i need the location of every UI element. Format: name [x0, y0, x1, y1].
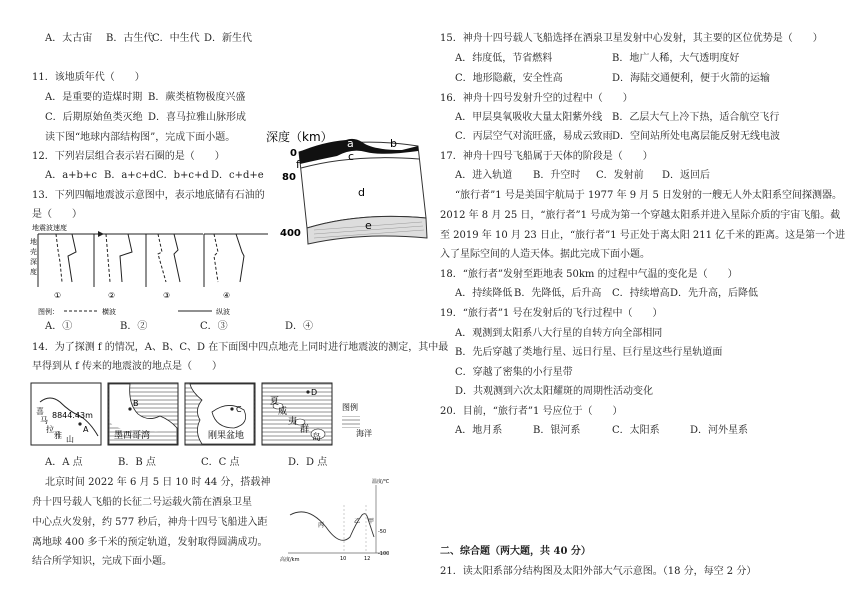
wave-legend-prefix: 图例：	[38, 308, 59, 316]
panel-label-3: ③	[163, 291, 171, 300]
layer-jia-label: 甲	[368, 518, 375, 525]
launch-line-5: 结合所学知识，完成下面小题。	[32, 556, 172, 567]
q21-stem: 21．读太阳系部分结构图及太阳外部大气示意图。（18 分，每空 2 分）	[440, 566, 757, 577]
hawaii-char-4: 群	[300, 425, 310, 435]
legend-longitudinal-wave: 纵波	[216, 308, 230, 316]
map-d-hawaii	[262, 383, 332, 445]
hawaii-char-2: 威	[278, 407, 288, 417]
xtick-10: 10	[340, 556, 347, 562]
wave-panel-1	[38, 234, 103, 287]
q13-line1: 13．下列四幅地震波示意图中，表示地底储有石油的	[32, 190, 265, 201]
q12-stem: 12．下列岩层组合表示岩石圈的是（ ）	[32, 151, 225, 162]
point-a-marker	[78, 422, 81, 425]
q14-option-b: B．B 点	[118, 457, 156, 468]
q16-option-d: D．空间站所处电离层能反射无线电波	[612, 131, 781, 142]
map-c-congo-basin	[185, 383, 255, 445]
crust-depth-char-2: 壳	[30, 248, 37, 256]
q14-option-d: D．D 点	[288, 457, 328, 468]
q13-option-b: B．②	[120, 321, 148, 332]
q19-option-a: A．观测到太阳系八大行星的自转方向全部相同	[455, 328, 663, 339]
q11-option-a: A．是重要的造煤时期	[45, 92, 143, 103]
q19-stem: 19．“旅行者”1 号在发射后的飞行过程中（ ）	[440, 308, 663, 319]
gulf-of-mexico-label: 墨西哥湾	[114, 431, 151, 441]
map-b-gulf-of-mexico	[108, 383, 178, 445]
q20-option-d: D．河外星系	[690, 425, 749, 436]
layer-a-label: a	[347, 137, 354, 150]
hawaii-char-3: 夷	[288, 417, 298, 427]
q17-option-a: A．进入轨道	[455, 170, 513, 181]
q14-option-a: A．A 点	[45, 457, 83, 468]
crust-depth-char-4: 度	[30, 268, 37, 276]
q11-stem: 11．该地质年代（ ）	[32, 72, 145, 83]
q18-stem: 18．“旅行者”发射至距地表 50km 的过程中气温的变化是（ ）	[440, 269, 738, 280]
q12-option-b: B．a+c+d	[104, 170, 157, 181]
q13-line2: 是（ ）	[32, 209, 82, 220]
hawaii-char-5: 岛	[312, 433, 322, 443]
launch-line-4: 离地球 400 多千米的预定轨道，发射取得圆满成功。	[32, 537, 268, 548]
hawaii-char-1: 夏	[270, 397, 280, 407]
himalaya-char-3: 拉	[46, 425, 54, 434]
q10-option-d: D．新生代	[204, 33, 253, 44]
layer-b-label: b	[390, 137, 397, 150]
wave-speed-axis-label: 地震波速度	[32, 224, 67, 232]
layer-d-label: d	[358, 186, 365, 199]
wave-panel-3	[146, 234, 203, 287]
q11-option-c: C．后期原始鱼类灭绝	[45, 112, 143, 123]
q15-option-d: D．海陆交通便利，便于火箭的运输	[612, 73, 771, 84]
ytick-minus50: -50	[378, 529, 387, 535]
q15-option-c: C．地形隐蔽，安全性高	[455, 73, 563, 84]
section2-title: 二、综合题（两大题，共 40 分）	[440, 546, 591, 557]
layer-bing-label: 丙	[318, 522, 325, 529]
depth-0: 0	[290, 148, 297, 159]
himalaya-char-2: 马	[40, 416, 48, 425]
himalaya-char-4: 雅	[54, 431, 62, 440]
congo-basin-label: 刚果盆地	[208, 431, 245, 441]
point-b-marker	[128, 407, 131, 410]
intro-earth-structure: 读下图“地球内部结构图”，完成下面小题。	[45, 132, 236, 143]
q14-line2: 早得到从 f 传来的地震波的地点是（ ）	[32, 361, 223, 372]
map-a-himalaya	[31, 383, 101, 445]
ytick-minus100: -100	[378, 551, 390, 557]
q12-option-c: C．b+c+d	[156, 170, 209, 181]
launch-line-1: 北京时间 2022 年 6 月 5 日 10 时 44 分，搭载神	[45, 477, 271, 488]
temp-axis-label: 温度/℃	[372, 479, 390, 485]
point-c-label: C	[236, 405, 242, 414]
q20-stem: 20．目前，“旅行者”1 号应位于（ ）	[440, 406, 623, 417]
q15-option-b: B．地广人稀，大气透明度好	[612, 53, 740, 64]
q17-stem: 17．神舟十四号飞船属于天体的阶段是（ ）	[440, 151, 653, 162]
map-legend-sea-swatch	[342, 416, 360, 428]
voyager-line-1: “旅行者”1 号是美国宇航局于 1977 年 9 月 5 日发射的一艘无人外太阳系空间探测器。	[455, 190, 843, 201]
wave-panel-2	[94, 234, 156, 287]
q20-option-b: B．银河系	[533, 425, 581, 436]
q16-option-a: A．甲层臭氧吸收大量太阳紫外线	[455, 112, 603, 123]
q12-option-a: A．a+b+c	[45, 170, 97, 181]
point-b-label: B	[133, 399, 139, 408]
depth-axis-label: 深度（km）	[266, 130, 333, 144]
atmosphere-temperature-chart	[278, 475, 408, 565]
q10-option-c: C．中生代	[152, 33, 200, 44]
q12-option-d: D．c+d+e	[211, 170, 264, 181]
layer-f-label: f	[296, 158, 300, 171]
q18-option-b: B．先降低，后升高	[514, 288, 602, 299]
q15-stem: 15．神舟十四号载人飞船选择在酒泉卫星发射中心发射，其主要的区位优势是（ ）	[440, 33, 823, 44]
xtick-12: 12	[364, 556, 371, 562]
voyager-line-3: 至 2019 年 10 月 23 日止，“旅行者”1 号正处于离太阳 211 亿千米的距离。这是第一个进	[440, 230, 846, 241]
q14-option-c: C．C 点	[201, 457, 240, 468]
q13-option-c: C．③	[200, 321, 228, 332]
q18-option-a: A．持续降低	[455, 288, 513, 299]
wave-panel-4	[204, 234, 268, 287]
panel-label-4: ④	[223, 291, 231, 300]
q16-option-b: B．乙层大气上冷下热，适合航空飞行	[612, 112, 780, 123]
temperature-curve	[290, 512, 374, 540]
layer-e-label: e	[365, 219, 372, 232]
voyager-line-4: 入了星际空间的人造天体。据此完成下面小题。	[440, 249, 650, 260]
q13-option-d: D．④	[285, 321, 314, 332]
panel-label-2: ②	[108, 291, 116, 300]
point-d-marker	[306, 390, 309, 393]
himalaya-char-5: 山	[66, 435, 74, 444]
q19-option-d: D．共观测到六次太阳耀斑的周期性活动变化	[455, 386, 654, 397]
map-legend-ocean: 海洋	[356, 429, 372, 438]
layer-c-label: c	[348, 150, 355, 163]
q17-option-d: D．返回后	[662, 170, 711, 181]
depth-80: 80	[282, 172, 296, 183]
himalaya-char-1: 喜	[36, 407, 44, 416]
q17-option-b: B．升空时	[533, 170, 581, 181]
q11-option-d: D．喜马拉雅山脉形成	[148, 112, 247, 123]
voyager-line-2: 2012 年 8 月 25 日，“旅行者”1 号成为第一个穿越太阳系并进入星际介质的宇宙飞船。截	[440, 210, 841, 221]
launch-line-2: 舟十四号载人飞船的长征二号运载火箭在酒泉卫星	[32, 497, 252, 508]
q19-option-b: B．先后穿越了类地行星、远日行星、巨行星这些行星轨道面	[455, 347, 723, 358]
q16-stem: 16．神舟十四号发射升空的过程中（ ）	[440, 93, 633, 104]
panel-label-1: ①	[54, 291, 62, 300]
q18-option-d: D．先升高，后降低	[670, 288, 759, 299]
legend-horizontal-wave: 横波	[102, 308, 116, 316]
crust-depth-char-1: 地	[30, 238, 37, 246]
q19-option-c: C．穿越了密集的小行星带	[455, 367, 573, 378]
map-legend-title: 图例	[342, 403, 358, 412]
q16-option-c: C．丙层空气对流旺盛，易成云致雨	[455, 131, 613, 142]
crust-depth-char-3: 深	[30, 258, 37, 266]
peak-height-label: 8844.43m	[52, 411, 93, 420]
launch-line-3: 中心点火发射，约 577 秒后，神舟十四号飞船进入距	[32, 517, 268, 528]
q14-line1: 14．为了探测 f 的情况，A、B、C、D 在下面图中四点地壳上同时进行地震波的测定，其中最	[32, 342, 449, 353]
q20-option-c: C．太阳系	[612, 425, 660, 436]
earth-interior-diagram	[262, 128, 438, 246]
layer-yi-label: 乙	[354, 518, 361, 525]
q10-option-a: A．太古宙	[45, 33, 93, 44]
height-axis-label: 高度/km	[280, 557, 300, 563]
q15-option-a: A．纬度低，节省燃料	[455, 53, 553, 64]
depth-400: 400	[280, 228, 301, 239]
point-d-label: D	[311, 388, 318, 397]
four-location-maps	[30, 382, 410, 448]
q11-option-b: B．蕨类植物极度兴盛	[148, 92, 246, 103]
seismic-wave-diagram	[28, 222, 274, 318]
q13-option-a: A．①	[45, 321, 73, 332]
q10-option-b: B．古生代	[106, 33, 154, 44]
q17-option-c: C．发射前	[596, 170, 644, 181]
q18-option-c: C．持续增高	[612, 288, 670, 299]
q20-option-a: A．地月系	[455, 425, 503, 436]
point-c-marker	[230, 407, 233, 410]
point-a-label: A	[83, 425, 89, 434]
